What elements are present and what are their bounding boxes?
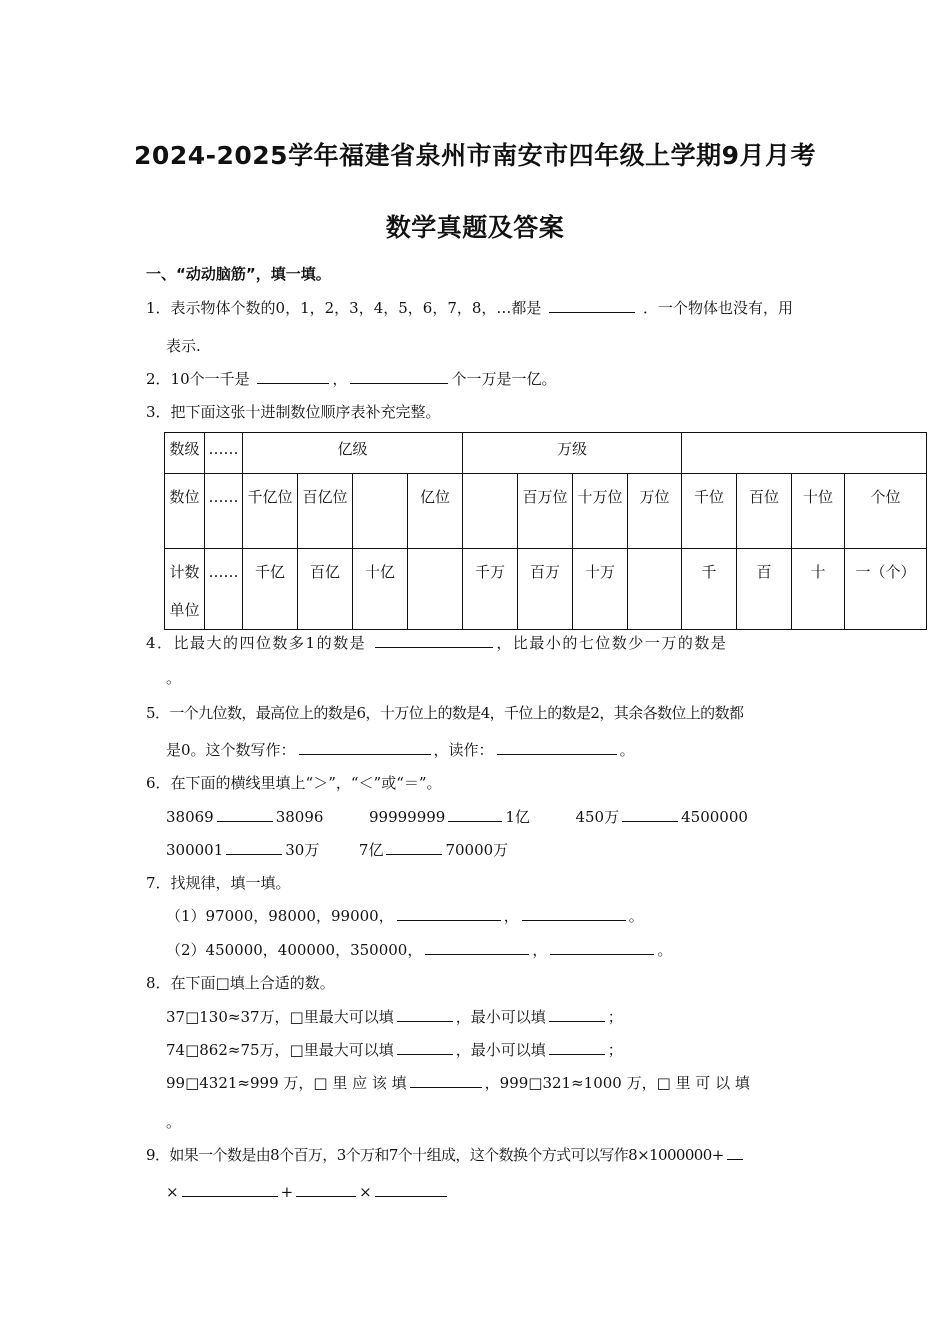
q8-line-3 [166,1073,750,1093]
table-cell-blank[interactable] [628,549,682,630]
q8-l2-text: ； [607,1041,623,1059]
q1-text-b: ．一个物体也没有，用 [643,299,794,317]
question-6: 6．在下面的横线里填上“＞”，“＜”或“＝”。 [146,774,442,792]
q8-line-1 [166,1007,623,1027]
table-cell: 十亿 [353,549,408,630]
q7-blank-4[interactable] [550,940,654,955]
table-cell: 数级 [165,433,205,474]
q4-text-b: ，比最小的七位数少一万的数是 [496,634,728,652]
q1-text-c: 表示. [166,337,201,355]
q2-text-c: 个一万是一亿。 [451,370,557,388]
table-cell: 百万位 [518,474,573,549]
question-5-line2 [166,740,635,760]
question-2 [146,369,556,389]
q8-l3-text: ，999□321≈1000 万，□ 里 可 以 填 [484,1074,750,1092]
q4-text-c: 。 [166,669,182,687]
q9-text-c: + [280,1183,294,1201]
question-4 [146,633,727,653]
table-cell: 个位 [845,474,927,549]
q5-blank-1[interactable] [299,740,431,755]
q6-item-right: 70000万 [445,841,509,859]
q9-text-b: × [166,1183,179,1201]
q7-end: 。 [628,907,644,925]
table-cell: 万位 [628,474,682,549]
q9-blank-1[interactable] [727,1145,743,1160]
table-cell: 千 [682,549,737,630]
question-1 [146,298,793,318]
q8-blank-5[interactable] [410,1073,482,1088]
q6-row-1 [166,807,748,827]
q9-text-a: 9．如果一个数是由8个百万，3个万和7个十组成，这个数换个方式可以写作8×1000000+ [146,1146,724,1164]
q5-blank-2[interactable] [497,740,617,755]
table-cell: 十位 [792,474,845,549]
q7-blank-2[interactable] [522,906,626,921]
table-cell: 数位 [165,474,205,549]
table-cell-blank[interactable] [682,433,927,474]
table-cell: 百亿位 [298,474,353,549]
q1-text-a: 1．表示物体个数的0，1，2，3，4，5，6，7，8，…都是 [146,299,542,317]
q6-blank-2[interactable] [448,807,502,822]
q5-text-c: ，读作： [433,741,494,759]
q8-l3-end: 。 [166,1113,182,1131]
q8-l3-text: 99□4321≈999 万，□ 里 应 该 填 [166,1074,407,1092]
q6-blank-1[interactable] [217,807,273,822]
q7-part-2 [166,940,672,960]
table-cell: 十 [792,549,845,630]
q4-blank-1[interactable] [375,633,493,648]
table-cell-blank[interactable] [463,474,518,549]
section-heading: 一、“动动脑筋”，填一填。 [146,265,331,283]
q8-l2-text: ，最小可以填 [455,1041,546,1059]
question-5-line1: 5．一个九位数，最高位上的数是6，十万位上的数是4，千位上的数是2，其余各数位上的数都 [146,704,744,722]
q8-l2-text: 74□862≈75万，□里最大可以填 [166,1041,394,1059]
q6-blank-4[interactable] [226,840,282,855]
q7-p2-text: （2）450000，400000，350000， [166,941,423,959]
question-8: 8．在下面□填上合适的数。 [146,974,335,992]
q8-line-2 [166,1040,623,1060]
table-cell-blank[interactable] [408,549,463,630]
q2-text-a: 2．10个一千是 [146,370,250,388]
q6-item-left: 7亿 [358,841,384,859]
q7-blank-3[interactable] [425,940,529,955]
q6-item-left: 300001 [166,841,224,859]
q6-item-right: 4500000 [681,808,748,826]
q6-blank-3[interactable] [622,807,678,822]
table-cell: 万级 [463,433,682,474]
q5-text-b: 是0。这个数写作： [166,741,296,759]
q6-item-right: 30万 [285,841,320,859]
q8-blank-3[interactable] [397,1040,453,1055]
q1-blank-1[interactable] [549,298,635,313]
table-cell: 亿位 [408,474,463,549]
q6-item-left: 99999999 [369,808,446,826]
q6-blank-5[interactable] [386,840,442,855]
table-cell: 千亿 [243,549,298,630]
q4-text-a: 4．比最大的四位数多1的数是 [146,634,367,652]
q8-l1-text: ，最小可以填 [455,1008,546,1026]
q6-item-right: 1亿 [505,808,530,826]
q6-item-right: 38096 [275,808,324,826]
q7-blank-1[interactable] [397,906,501,921]
q2-blank-2[interactable] [350,369,448,384]
q7-sep: ， [532,941,548,959]
q6-item-left: 450万 [575,808,620,826]
table-cell: 十万位 [573,474,628,549]
place-value-table [164,432,927,630]
table-cell: 千亿位 [243,474,298,549]
table-cell: 百位 [737,474,792,549]
question-9-line2 [166,1182,450,1202]
q7-p1-text: （1）97000，98000，99000， [166,907,394,925]
table-cell-blank[interactable] [353,474,408,549]
table-cell: …… [205,474,243,549]
table-cell: …… [205,549,243,630]
doc-title-line1: 2024-2025学年福建省泉州市南安市四年级上学期9月月考 [134,141,816,170]
q5-text-d: 。 [619,741,635,759]
q8-blank-1[interactable] [397,1007,453,1022]
table-cell: 百 [737,549,792,630]
q8-blank-2[interactable] [549,1007,605,1022]
q2-text-b: ， [332,370,348,388]
q8-l1-text: ； [607,1008,623,1026]
table-cell: 亿级 [243,433,463,474]
q8-blank-4[interactable] [549,1040,605,1055]
table-cell: 百亿 [298,549,353,630]
q7-part-1 [166,906,644,926]
table-cell: 千万 [463,549,518,630]
q8-l1-text: 37□130≈37万，□里最大可以填 [166,1008,394,1026]
doc-title-line2: 数学真题及答案 [385,213,565,242]
table-cell: 千位 [682,474,737,549]
q7-end: 。 [657,941,673,959]
table-cell: 十万 [573,549,628,630]
q9-text-d: × [359,1183,372,1201]
q7-sep: ， [503,907,519,925]
q2-blank-1[interactable] [257,369,329,384]
q6-row-2 [166,840,508,860]
q9-blank-4[interactable] [375,1182,447,1197]
q9-blank-2[interactable] [182,1182,278,1197]
table-cell: 百万 [518,549,573,630]
q9-blank-3[interactable] [296,1182,356,1197]
question-9-line1 [146,1145,746,1165]
question-3: 3．把下面这张十进制数位顺序表补充完整。 [146,403,441,421]
question-7: 7．找规律，填一填。 [146,874,291,892]
q6-item-left: 38069 [166,808,214,826]
table-cell: 一（个） [845,549,927,630]
table-cell: …… [205,433,243,474]
table-cell: 计数单位 [165,549,205,630]
